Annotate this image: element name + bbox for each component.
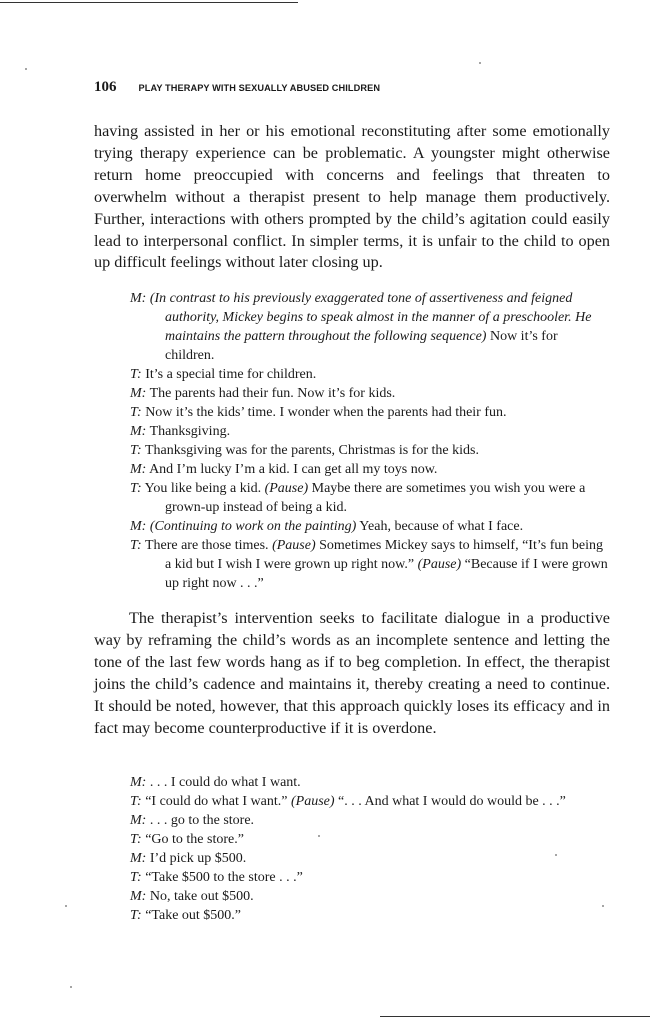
stage-direction: (Pause): [264, 481, 309, 496]
dialogue-text: It’s a special time for children.: [145, 367, 317, 382]
scan-speck: [65, 905, 67, 907]
dialogue-text: Now it’s the kids’ time. I wonder when the parents had their fun.: [145, 405, 507, 420]
speaker-label: T:: [130, 443, 142, 458]
dialogue-text: Sometimes Mickey says to himself, “It’s fun being a kid but I wish I were grown up right now.”: [165, 538, 603, 572]
dialogue-text: There are those times.: [144, 538, 273, 553]
speaker-label: M:: [130, 462, 147, 477]
dialogue-text: I’d pick up $500.: [149, 851, 247, 866]
dialogue-line: [130, 441, 610, 460]
dialogue-text: You like being a kid.: [144, 481, 265, 496]
dialogue-line: [130, 384, 610, 403]
dialogue-text: And I’m lucky I’m a kid. I can get all my toys now.: [149, 462, 438, 477]
speaker-label: T:: [130, 405, 142, 420]
speaker-label: M:: [130, 813, 147, 828]
dialogue-line: [130, 906, 610, 925]
top-edge-rule: [0, 2, 298, 3]
scan-speck: [479, 62, 481, 64]
stage-direction: (Pause): [290, 794, 335, 809]
speaker-label: M:: [130, 424, 147, 439]
dialogue-line: [130, 849, 610, 868]
dialogue-line: [130, 422, 610, 441]
speaker-label: M:: [130, 291, 147, 306]
stage-direction: (Continuing to work on the painting): [149, 519, 357, 534]
bottom-edge-rule: [380, 1016, 650, 1017]
running-head: PLAY THERAPY WITH SEXUALLY ABUSED CHILDREN: [138, 83, 381, 93]
dialogue-line: [130, 289, 610, 365]
dialogue-text: No, take out $500.: [149, 889, 254, 904]
speaker-label: T:: [130, 832, 142, 847]
dialogue-line: [130, 830, 610, 849]
speaker-label: T:: [130, 794, 142, 809]
dialogue-text: . . . go to the store.: [149, 813, 255, 828]
speaker-label: T:: [130, 481, 142, 496]
speaker-label: T:: [130, 908, 142, 923]
speaker-label: T:: [130, 538, 142, 553]
page-header: [94, 78, 380, 98]
dialogue-line: [130, 792, 610, 811]
dialogue-line: [130, 536, 610, 593]
stage-direction: (Pause): [417, 557, 462, 572]
speaker-label: M:: [130, 889, 147, 904]
dialogue-line: [130, 403, 610, 422]
dialogue-text: Thanksgiving was for the parents, Christmas is for the kids.: [144, 443, 479, 458]
speaker-label: T:: [130, 870, 142, 885]
dialogue-text: “I could do what I want.”: [145, 794, 291, 809]
dialogue-text: Maybe there are sometimes you wish you were a grown-up instead of being a kid.: [165, 481, 586, 515]
scan-speck: [70, 986, 72, 988]
dialogue-text: The parents had their fun. Now it’s for kids.: [149, 386, 396, 401]
dialogue-text: “Go to the store.”: [145, 832, 244, 847]
dialogue-text: Yeah, because of what I face.: [356, 519, 524, 534]
dialogue-text: Now it’s for children.: [165, 329, 558, 363]
stage-direction: (Pause): [272, 538, 316, 553]
dialogue-text: “Take out $500.”: [145, 908, 242, 923]
dialogue-block: [130, 773, 610, 925]
speaker-label: M:: [130, 775, 147, 790]
dialogue-line: [130, 460, 610, 479]
page-number: 106: [94, 79, 117, 95]
dialogue-line: [130, 517, 610, 536]
dialogue-line: [130, 365, 610, 384]
body-paragraph: having assisted in her or his emotional reconstituting after some emotionally trying therapy experience can be problematic. A youngster might otherwise return home preoccupied with concerns and feelings that threaten to overwhelm without a therapist present to help manage them productively. Further, interactions with others prompted by the child’s agitation could easily lead to interpersonal conflict. In simpler terms, it is unfair to the child to open up difficult feelings without later closing up.: [94, 122, 610, 272]
body-paragraph: The therapist’s intervention seeks to facilitate dialogue in a productive way by reframing the child’s words as an incomplete sentence and letting the tone of the last few words hang as if to beg completion. In effect, the therapist joins the child’s cadence and maintains it, thereby creating a need to continue. It should be noted, however, that this approach quickly loses its efficacy and in fact may become counterproductive if it is overdone.: [94, 609, 610, 737]
scan-speck: [25, 68, 27, 70]
dialogue-block: [130, 289, 610, 593]
dialogue-line: [130, 868, 610, 887]
speaker-label: M:: [130, 851, 147, 866]
dialogue-text: “Because if I were grown up right now . . .”: [165, 557, 608, 591]
dialogue-line: [130, 811, 610, 830]
dialogue-text: “. . . And what I would do would be . . .”: [334, 794, 566, 809]
speaker-label: M:: [130, 519, 147, 534]
stage-direction: (In contrast to his previously exaggerated tone of assertiveness and feigned authority, Mickey begins to speak almost in the manner of a preschooler. He maintains the pattern throughout the following sequence): [149, 291, 592, 344]
speaker-label: T:: [130, 367, 142, 382]
dialogue-text: “Take $500 to the store . . .”: [145, 870, 303, 885]
dialogue-line: [130, 479, 610, 517]
dialogue-text: Thanksgiving.: [149, 424, 231, 439]
dialogue-text: . . . I could do what I want.: [149, 775, 301, 790]
dialogue-line: [130, 773, 610, 792]
speaker-label: M:: [130, 386, 147, 401]
dialogue-line: [130, 887, 610, 906]
